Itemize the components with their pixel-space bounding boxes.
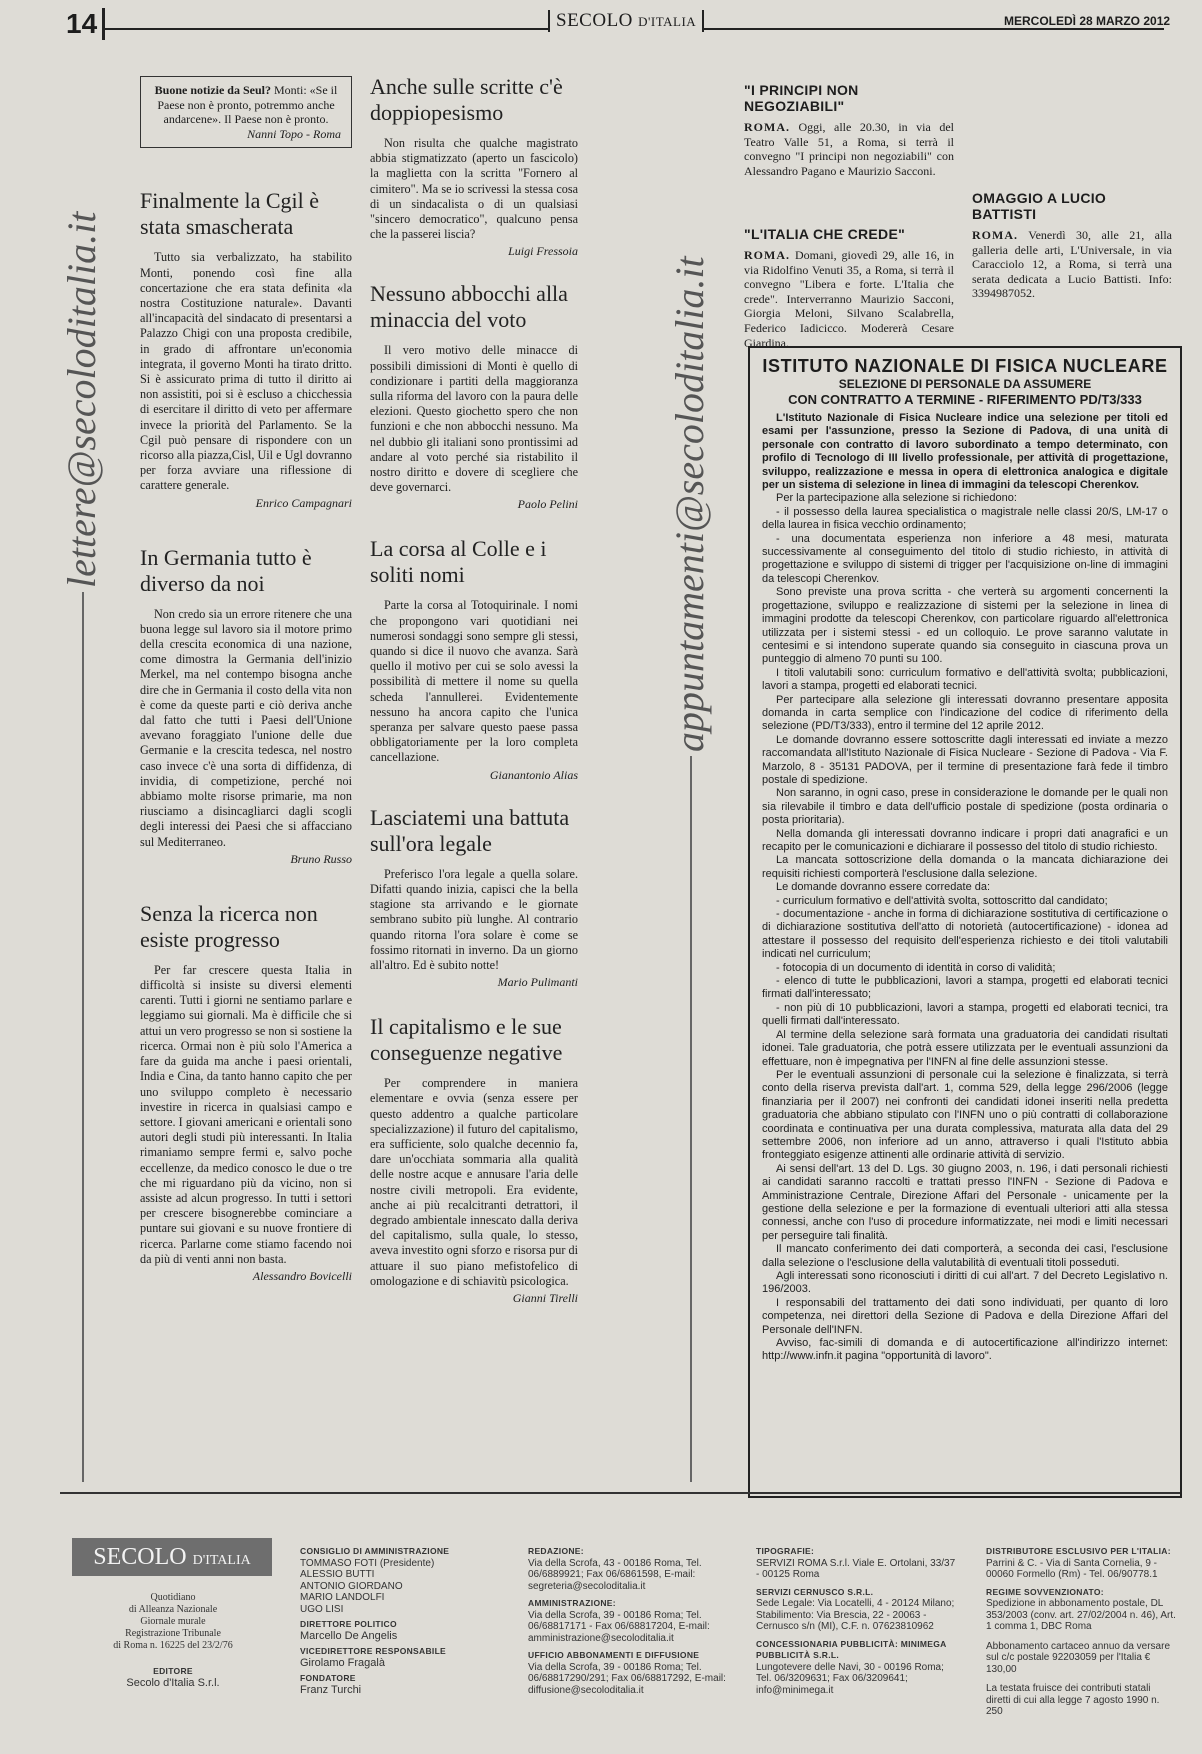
footer-logo — [72, 1538, 272, 1576]
letters-column-middle — [370, 74, 578, 1306]
footer-desc-line: Giornale murale — [140, 1616, 206, 1627]
notice-paragraph: Le domande dovranno essere sottoscritte dagli interessati ed inviate a mezzo raccomandata all'Istituto Nazionale di Fisica Nucleare - Sezione di Padova - Via F. Marzolo, 8 - 35131 PADOVA, per il termine di presentazione farà fede il timbro postale di spedizione. — [762, 733, 1168, 786]
notice-lead: L'Istituto Nazionale di Fisica Nucleare indice una selezione per titoli ed esami per l'assunzione, presso la Sezione di Padova, di una unità di personale con contratto di lavoro subordinato a tempo determinato, con profilo di Tecnologo di III livello professionale, per attività di progettazione, sviluppo, realizzazione e messa in opera di elettronica analogica e digitale per un sistema di selezione in linea di immagini da telescopi Cherenkov. — [762, 412, 1168, 492]
footer-editor — [80, 1666, 266, 1689]
footer-redazione: Via della Scrofa, 43 - 00186 Roma, Tel. 06/6889921; Fax 06/6861598, E-mail: segreteria@secoloditalia.it — [528, 1557, 702, 1592]
letter-body: Il vero motivo delle minacce di possibili dimissioni di Monti è quello di condizionare i partiti della maggioranza sulla riforma del lavoro con la paura delle elezioni. Questo giochetto spero che non funzioni e che non abbocchi nessuno. Ma nel dubbio gli italiani sono prontissimi ad andare al voto perché sia ristabilito il nostro diritto e dovere di scegliere che deve governarci. — [370, 343, 578, 495]
footer-regime: Spedizione in abbonamento postale, DL 353/2003 (conv. art. 27/02/2004 n. 46), Art. 1 comma 1, DBC Roma — [986, 1598, 1176, 1632]
masthead-title — [548, 10, 704, 32]
side-rule-left — [82, 592, 84, 1482]
footer-desc-line: Registrazione Tribunale — [125, 1628, 221, 1639]
letter-author: Paolo Pelini — [517, 497, 578, 512]
infn-notice — [748, 346, 1182, 1498]
footer-pubblicita-label: CONCESSIONARIA PUBBLICITÀ: MINIMEGA PUBBLICITÀ S.R.L. — [756, 1638, 947, 1660]
notice-paragraph: Per le eventuali assunzioni di personale cui la selezione è finalizzata, si terrà conto della riserva prevista dall'art. 1, comma 529, della legge 296/2006 (legge finanziaria per il 2007) nei confronti dei candidati idonei inseriti nella predetta graduatoria che abbiano stipulato con l'INFN uno o più contratti di collaborazione coordinata e continuativa per una durata complessiva, maturata alla data del 29 settembre 2006, non inferiore ad un anno, attraverso i quali l'Istituto abbia fronteggiato esigenze attinenti alle ordinarie attività di servizio. — [762, 1068, 1168, 1162]
letter-title: Senza la ricerca non esiste progresso — [140, 900, 318, 952]
footer-founder: Franz Turchi — [300, 1683, 362, 1696]
notice-paragraph: Ai sensi dell'art. 13 del D. Lgs. 30 giugno 2003, n. 196, i dati personali richiesti ai candidati saranno raccolti e trattati presso l'INFN - Sezione di Padova e Amministrazione Centrale, Direzione Affari del Personale - unicamente per la gestione della selezione e per la formazione di eventuali ulteriori atti alla stessa connessi, anche con l'uso di procedure informatizzate, nei modi e limiti necessari per perseguire tali finalità. — [762, 1162, 1168, 1242]
note-author: Nanni Topo - Roma — [247, 126, 341, 141]
masthead-name: SECOLO — [556, 10, 633, 31]
footer-board — [300, 1546, 500, 1696]
footer-founder-label: FONDATORE — [300, 1673, 356, 1683]
letter-title: Anche sulle scritte c'è doppiopesismo — [370, 74, 563, 125]
event-title: "L'ITALIA CHE CREDE" — [744, 226, 906, 242]
footer-distributore-label: DISTRIBUTORE ESCLUSIVO PER L'ITALIA: — [986, 1546, 1171, 1556]
footer-rule — [60, 1492, 1180, 1494]
letter-author: Gianantonio Alias — [489, 767, 578, 782]
letter-author: Gianni Tirelli — [512, 1290, 578, 1305]
event — [744, 82, 954, 178]
note-text: Monti: «Se il Paese non è pronto, potremmo anche andarcene». Il Paese non è pronto. — [157, 83, 338, 127]
footer-printing — [756, 1546, 956, 1696]
letter-title: Nessuno abbocchi alla minaccia del voto — [370, 281, 568, 333]
event-text — [744, 248, 954, 350]
footer-board-member: ALESSIO BUTTI — [300, 1569, 375, 1580]
letter-author: Mario Pulimanti — [497, 975, 578, 990]
masthead-suffix: D'ITALIA — [638, 14, 697, 29]
notice-paragraph: La mancata sottoscrizione della domanda o la mancata dichiarazione dei requisiti richiesti comporterà l'esclusione dalla selezione. — [762, 854, 1168, 880]
notice-subtitle-ref: CON CONTRATTO A TERMINE - RIFERIMENTO PD/T3/333 — [788, 392, 1142, 407]
letter-author: Luigi Fressoia — [508, 244, 578, 259]
letter-title: In Germania tutto è diverso da noi — [140, 544, 312, 596]
page-number: 14 — [66, 8, 105, 40]
footer-director-label: DIRETTORE POLITICO — [300, 1619, 397, 1629]
notice-paragraph: Avviso, fac-simili di domanda e di autocertificazione all'indirizzo internet: http://www.infn.it pagina "opportunità di lavoro". — [762, 1337, 1168, 1363]
notice-paragraph: - il possesso della laurea specialistica o magistrale nelle classi 20/S, LM-17 o della laurea in fisica vecchio ordinamento; — [762, 505, 1168, 532]
footer-amministrazione: Via della Scrofa, 39 - 00186 Roma; Tel. 06/68817171 - Fax 06/68817204, E-mail: amministrazione@secoloditalia.it — [528, 1609, 710, 1644]
footer-board-member: ANTONIO GIORDANO — [300, 1580, 403, 1592]
notice-paragraph: Nella domanda gli interessati dovranno indicare i propri dati anagrafici e un recapito per le comunicazioni e dichiarare il possesso del titolo di studio richiesto. — [762, 827, 1168, 853]
notice-paragraph: Sono previste una prova scritta - che verterà su argomenti concernenti la progettazione, sviluppo e realizzazione di sistemi per la selezione in linea di immagini prodotte da telescopi Cherenkov, con particolare riguardo all'elettronica utilizzata per i sistemi stessi - ed un colloquio. Le prove saranno valutate in centesimi e si intendono superate quando sia conseguito in ciascuna prova un punteggio di almeno 70 punti su 100. — [762, 586, 1168, 666]
footer-cernusco: Sede Legale: Via Locatelli, 4 - 20124 Milano; Stabilimento: Via Brescia, 22 - 20063 - Cernusco s/n (MI), C.F. n. 07623810962 — [756, 1598, 955, 1632]
footer-editor-name: Secolo d'Italia S.r.l. — [126, 1676, 220, 1689]
footer-vice-label: VICEDIRETTORE RESPONSABILE — [300, 1646, 447, 1656]
letter-author: Bruno Russo — [290, 851, 352, 866]
letter — [370, 805, 578, 990]
event-city: ROMA. — [744, 120, 790, 134]
notice-paragraph: - curriculum formativo e dell'attività svolta, sottoscritto dal candidato; — [776, 894, 1108, 907]
notice-title: ISTITUTO NAZIONALE DI FISICA NUCLEARE — [762, 356, 1168, 376]
letter-author: Alessandro Bovicelli — [252, 1268, 352, 1283]
footer-logo-name: SECOLO — [93, 1544, 187, 1570]
side-label-appointments: appuntamenti@secoloditalia.it — [667, 256, 712, 752]
footer-tipografia: SERVIZI ROMA S.r.l. Viale E. Ortolani, 33/37 - 00125 Roma — [756, 1557, 956, 1580]
notice-paragraph: - documentazione - anche in forma di dichiarazione sostitutiva di certificazione o di dichiarazione sostitutiva dell'atto di notorietà (autocertificazione) - idonea ad attestare il possesso del requisito dell'esperienza richiesto e dei titoli valutabili indicati nel curriculum; — [762, 908, 1168, 961]
notice-paragraph: Il mancato conferimento dei dati comporterà, a seconda dei casi, l'esclusione dalla selezione o l'esclusione della valutabilità di eventuali titoli posseduti. — [762, 1243, 1168, 1269]
footer-abbonamenti-label: UFFICIO ABBONAMENTI E DIFFUSIONE — [528, 1650, 700, 1660]
letter-body: Preferisco l'ora legale a quella solare. Difatti quando inizia, capisci che la bella stagione sta arrivando e le giornate sembrano subito più lunghe. Al contrario quando ritorna l'ora solare è come se fossimo ritornati in inverno. Da un giorno all'altro. Ed è subito notte! — [370, 866, 578, 972]
side-label-letters: lettere@secoloditalia.it — [59, 211, 104, 588]
letter-body: Per comprendere in maniera elementare e ovvia (senza essere per questo addentro a qualche particolare specializzazione) il futuro del capitalismo, era sufficiente, solo qualche decennio fa, dare un'occhiata sommaria alla qualità delle nostre acque e annusare l'aria delle nostre civili metropoli. Era evidente, anche ai più recalcitranti detrattori, il degrado ambientale innescato dalla deriva del capitalismo, sulla quale, lo stesso, aveva investito ogni sforzo e risorsa pur di attuare il suo piano mefistofelico di omologazione e di schiavitù psicologica. — [370, 1076, 578, 1288]
letter — [370, 281, 578, 512]
footer-distributore: Parrini & C. - Via di Santa Cornelia, 9 - 00060 Formello (Rm) - Tel. 06/90778.1 — [986, 1557, 1158, 1580]
letter — [370, 536, 578, 782]
note-box — [140, 76, 352, 148]
event-city: ROMA. — [972, 228, 1018, 242]
notice-paragraph: I responsabili del trattamento dei dati sono individuati, per quanto di loro competenza, nei direttori della Sezione di Padova e della Direzione Affari del Personale dell'INFN. — [762, 1296, 1168, 1336]
letter-body: Tutto sia verbalizzato, ha stabilito Monti, ponendo così fine alla concertazione che era stata definita «la nostra Costituzione naturale». Davanti all'incapacità del sindacato di presentarsi a Palazzo Chigi con una proposta credibile, in grado di affrontare un'economia integrata, il governo Monti ha tirato dritto. Si è assicurato prima di tutto il diritto ai non assistiti, poi si è escluso a chicchessia di esercitare il diritto di veto per affermare invece la priorità del Parlamento. Se la Cgil può pensare di rispondere con un ricorso alla piazza,Cisl, Uil e Ugl dovranno per forza avviare una riflessione di carattere generale. — [140, 250, 352, 493]
letter-title: Finalmente la Cgil è stata smascherata — [140, 188, 320, 240]
letter-body: Non risulta che qualche magistrato abbia stigmatizzato (aperto un fascicolo) la maglietta con la scritta "Fornero al cimitero". Ma se io scrivessi la stessa cosa di un sindacalista o di un qualsiasi "sincero democratico", qualcuno pensa che la passerei liscia? — [370, 136, 578, 242]
letters-column-left — [140, 76, 352, 1284]
letter — [140, 545, 352, 867]
letter-title: Il capitalismo e le sue conseguenze negative — [370, 1014, 563, 1066]
letter — [140, 901, 352, 1284]
notice-paragraph: I titoli valutabili sono: curriculum formativo e dell'attività svolta; pubblicazioni, lavori a stampa, progetti ed elaborati tecnici. — [762, 666, 1168, 693]
notice-body — [762, 412, 1168, 1364]
footer-board-member: UGO LISI — [300, 1603, 344, 1615]
footer-desc-line: di Alleanza Nazionale — [128, 1604, 218, 1615]
footer-amministrazione-label: AMMINISTRAZIONE: — [528, 1598, 616, 1608]
event-city: ROMA. — [744, 248, 790, 262]
notice-paragraph: Agli interessati sono riconosciuti i diritti di cui all'art. 7 del Decreto Legislativo n. 196/2003. — [762, 1270, 1168, 1296]
event-body: Venerdì 30, alle 21, alla galleria delle arti, L'Universale, in via Caracciolo 12, a Roma, si terrà una serata dedicata a Lucio Battisti. Info: 3394987052. — [972, 228, 1172, 301]
footer-director: Marcello De Angelis — [300, 1629, 398, 1642]
letter-author: Enrico Campagnari — [255, 495, 352, 510]
letter-title: Lasciatemi una battuta sull'ora legale — [370, 804, 570, 856]
issue-date: MERCOLEDÌ 28 MARZO 2012 — [1000, 14, 1174, 28]
letter — [370, 74, 578, 259]
notice-paragraph: Per la partecipazione alla selezione si richiedono: — [776, 492, 1017, 505]
footer-cernusco-label: SERVIZI CERNUSCO S.R.L. — [756, 1586, 874, 1597]
notice-paragraph: - una documentata esperienza non inferiore a 48 mesi, maturata successivamente al conseguimento del titolo di studio richiesto, in attività di progettazione e sviluppo di sistemi di trigger per l'acquisizione on-line di immagini da telescopi Cherenkov. — [762, 532, 1168, 585]
footer-distribution — [986, 1546, 1176, 1718]
footer-logo-suffix: D'ITALIA — [192, 1553, 251, 1568]
footer-desc-line: Quotidiano — [150, 1592, 196, 1603]
notice-paragraph: Le domande dovranno essere corredate da: — [776, 881, 991, 894]
footer-pubblicita: Lungotevere delle Navi, 30 - 00196 Roma; Tel. 06/3209631; Fax 06/3209641; info@minimega.it — [756, 1661, 944, 1696]
footer-desc-line: di Roma n. 16225 del 23/2/76 — [113, 1640, 233, 1651]
footer-regime-label: REGIME SOVVENZIONATO: — [986, 1586, 1104, 1597]
footer-editor-label: EDITORE — [153, 1666, 193, 1676]
event-title: OMAGGIO A LUCIO BATTISTI — [972, 190, 1107, 222]
notice-paragraph: Al termine della selezione sarà formata una graduatoria dei candidati risultati idonei. Tale graduatoria, che potrà essere utilizzata per le eventuali assunzioni da effettuare, non è impegnativa per l'INFN al fine delle assunzioni stesse. — [762, 1028, 1168, 1068]
letter-body: Per far crescere questa Italia in difficoltà si insiste su diversi elementi carenti. Tutti i giorni ne sentiamo parlare e leggiamo sui giornali. Ma è difficile che si attui un vero progresso se non si sostiene la ricerca. Ormai non è più solo l'America a fare da guida ma anche i paesi orientali, India e Cina, da tanto hanno capito che per uno sviluppo completo è necessario investire in ricerca in qualsiasi campo e settore. I giovani americani e orientali sono autori degli studi più interessanti. In Italia rimaniamo sempre fermi e, salvo poche eccellenze, da medico conosco le due o tre che mi riguardano più da vicino, non si assiste ad alcun progresso. In tutti i settori per crescere bisognerebbe cominciare a puntare sui giovani e su nuove frontiere di ricerca. Parlarne come stiamo facendo noi da più di venti anni non basta. — [140, 962, 352, 1266]
footer-redazione-label: REDAZIONE: — [528, 1546, 584, 1556]
notice-paragraph: - non più di 10 pubblicazioni, lavori a stampa, progetti ed elaborati tecnici, tra quelli firmati dall'interessato. — [762, 1001, 1168, 1028]
event-title: "I PRINCIPI NON NEGOZIABILI" — [744, 82, 859, 114]
footer-vice: Girolamo Fragalà — [300, 1656, 385, 1669]
event-body: Domani, giovedì 29, alle 16, in via Ridolfino Venuti 35, a Roma, si terrà il convegno "Libera e forte. L'Italia che crede". Interverranno Maurizio Sacconi, Giorgia Meloni, Silvano Scalabrella, Federico Iadicicco. Modererà Cesare Giardina. — [744, 248, 955, 350]
notice-subtitle: SELEZIONE DI PERSONALE DA ASSUMERE — [838, 377, 1092, 391]
event-text — [744, 120, 954, 178]
event — [744, 226, 954, 350]
footer-tipografia-label: TIPOGRAFIE: — [756, 1546, 815, 1556]
footer-abbonamenti: Via della Scrofa, 39 - 00186 Roma; Tel. 06/68817290/291; Fax 06/68817292, E-mail: diffusione@secoloditalia.it — [528, 1661, 726, 1696]
event-text — [972, 228, 1172, 301]
note-question: Buone notizie da Seul? — [154, 83, 271, 97]
side-rule-right — [690, 756, 692, 1482]
notice-paragraph: Non saranno, in ogni caso, prese in considerazione le domande per le quali non sia rilevabile il timbro e data dell'ufficio postale di spedizione (posta ordinaria o posta prioritaria). — [762, 787, 1168, 827]
footer-addresses — [528, 1546, 728, 1696]
footer-board-member: MARIO LANDOLFI — [300, 1592, 385, 1603]
notice-paragraph: - elenco di tutte le pubblicazioni, lavori a stampa, progetti ed elaborati tecnici firmati dall'interessato; — [762, 975, 1168, 1001]
letter-title: La corsa al Colle e i soliti nomi — [370, 536, 547, 588]
letter-body: Parte la corsa al Totoquirinale. I nomi che propongono vari quotidiani nei numerosi sondaggi sono sempre gli stessi, quando si dice il nuovo che avanza. Sarà quello il motivo per cui se solo avessi la possibilità di mettere il nome su quella scheda l'annullerei. Evidentemente nessuno ha ancora capito che l'unica speranza per salvare questo paese passa obbligatoriamente per la loro completa cancellazione. — [370, 598, 578, 765]
notice-paragraph: - fotocopia di un documento di identità in corso di validità; — [776, 961, 1056, 974]
footer-abbonamento-note: Abbonamento cartaceo annuo da versare sul c/c postale 92203059 per l'Italia € 130,00 — [986, 1640, 1171, 1675]
notice-paragraph: Per partecipare alla selezione gli interessati dovranno presentare apposita domanda in carta semplice con l'indicazione del codice di riferimento della selezione (PD/T3/333), entro il termine del 12 aprile 2012. — [762, 693, 1168, 733]
letter-body: Non credo sia un errore ritenere che una buona legge sul lavoro sia il motore primo della crescita economica di una nazione, come dimostra la Germania dell'inizio Merkel, ma nel contempo bisogna anche dire che in Germania il costo della vita non è come da queste parti e ciò deriva anche dal fatto che tutti i Paesi dell'Unione avevano foraggiato l'unione delle due Germanie e la crescita tedesca, nel nostro caso invece c'è una sorta di diffidenza, di invidia, di competizione, perché noi abbiamo molte risorse primarie, ma non riusciamo a disincagliarci dagli scogli degli interessi dei Paesi che si affacciano sul Mediterraneo. — [140, 606, 352, 849]
footer-description — [80, 1592, 266, 1689]
footer-board-label: CONSIGLIO DI AMMINISTRAZIONE — [300, 1546, 450, 1556]
letter — [140, 188, 352, 510]
event-body: Oggi, alle 20.30, in via del Teatro Valle 51, a Roma, si terrà il convegno "I principi non negoziabili" con Alessandro Pagano e Maurizio Sacconi. — [744, 120, 955, 178]
footer-board-member: TOMMASO FOTI (Presidente) — [300, 1557, 435, 1569]
footer-contributi-note: La testata fruisce dei contributi statali diretti di cui alla legge 7 agosto 1990 n. 250 — [986, 1683, 1160, 1717]
event — [972, 190, 1172, 301]
letter — [370, 1014, 578, 1306]
